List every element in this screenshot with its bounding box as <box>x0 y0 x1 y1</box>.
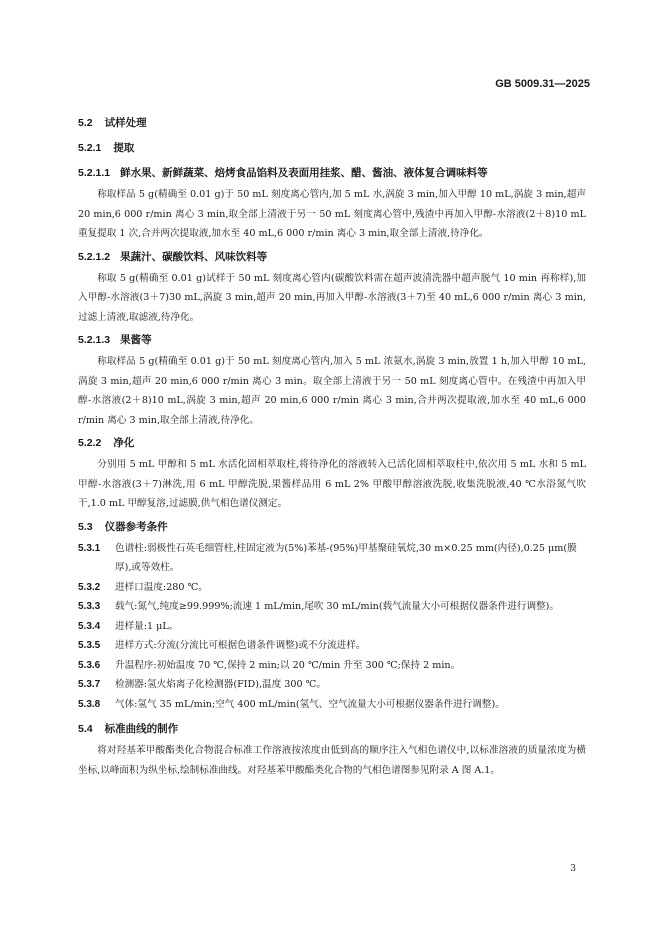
condition-item: 5.3.4 进样量:1 μL。 <box>78 620 179 632</box>
paragraph-5-4: 将对羟基苯甲酸酯类化合物混合标准工作溶液按浓度由低到高的顺序注入气相色谱仪中,以标准溶液的质量浓度为横坐标,以峰面积为纵坐标,绘制标准曲线。对羟基苯甲酸酯类化合物的气相色谱图参见附录 A 图 A.1。 <box>78 745 586 776</box>
section-heading-5-2: 5.2 试样处理 <box>78 117 147 129</box>
condition-item: 5.3.8 气体:氢气 35 mL/min;空气 400 mL/min(氢气、空气流量大小可根据仪器条件进行调整)。 <box>78 698 505 710</box>
section-heading-5-2-1-1: 5.2.1.1 鲜水果、新鲜蔬菜、焙烤食品馅料及表面用挂浆、醋、酱油、液体复合调味料等 <box>78 167 488 179</box>
section-heading-5-2-1: 5.2.1 提取 <box>78 142 135 154</box>
section-heading-5-2-2: 5.2.2 净化 <box>78 437 135 449</box>
section-heading-5-2-1-2: 5.2.1.2 果蔬汁、碳酸饮料、风味饮料等 <box>78 250 268 263</box>
condition-item: 5.3.7 检测器:氢火焰离子化检测器(FID),温度 300 ℃。 <box>78 679 326 690</box>
document-code: GB 5009.31—2025 <box>495 78 590 90</box>
paragraph-5-2-1-3: 称取样品 5 g(精确至 0.01 g)于 50 mL 刻度离心管内,加入 5 mL 浓氨水,涡旋 3 min,放置 1 h,加入甲醇 10 mL,涡旋 3 min,超声 20 min,6 000 r/min 离心 3 min。取全部上清液于另一 50 mL 刻度离心管中。在残渣中再加入甲醇-水溶液(2＋8)10 mL,涡旋 3 min,超声 20 min,6 000 r/min 离心 3 min,合并两次提取液,加水至 40 mL,6 000 r/min 离心 3 min,取全部上清液,待净化。 <box>78 356 586 426</box>
condition-item: 5.3.5 进样方式:分流(分流比可根据色谱条件调整)或不分流进样。 <box>78 640 366 651</box>
section-heading-5-3: 5.3 仪器参考条件 <box>78 520 168 533</box>
paragraph-5-2-1-2: 称取 5 g(精确至 0.01 g)试样于 50 mL 刻度离心管内(碳酸饮料需在超声波清洗器中超声脱气 10 min 再称样),加入甲醇-水溶液(3＋7)30 mL,涡旋 3 min,超声 20 min,再加入甲醇-水溶液(3＋7)至 40 mL,6 000 r/min 离心 3 min,过滤上清液,取滤液,待净化。 <box>78 272 586 323</box>
page-number: 3 <box>570 864 576 874</box>
section-heading-5-2-1-3: 5.2.1.3 果酱等 <box>78 334 152 346</box>
instrument-conditions-list <box>78 539 586 715</box>
condition-item: 5.3.3 载气:氮气,纯度≥99.999%;流速 1 mL/min,尾吹 30 mL/min(载气流量大小可根据仪器条件进行调整)。 <box>78 601 559 612</box>
paragraph-5-2-1-1: 称取样品 5 g(精确至 0.01 g)于 50 mL 刻度离心管内,加 5 mL 水,涡旋 3 min,加入甲醇 10 mL,涡旋 3 min,超声 20 min,6 000 r/min 离心 3 min,取全部上清液于另一 50 mL 刻度离心管中,残渣中再加入甲醇-水溶液(2＋8)10 mL 重复提取 1 次,合并两次提取液,加水至 40 mL,6 000 r/min 离心 3 min,取全部上清液,待净化。 <box>78 189 586 239</box>
condition-item: 5.3.6 升温程序:初始温度 70 ℃,保持 2 min;以 20 ℃/min 升至 300 ℃;保持 2 min。 <box>78 659 461 671</box>
paragraph-5-2-2: 分别用 5 mL 甲醇和 5 mL 水活化固相萃取柱,将待净化的溶液转入已活化固相萃取柱中,依次用 5 mL 水和 5 mL 甲醇-水溶液(3＋7)淋洗,用 6 mL 甲醇洗脱,果酱样品用 6 mL 2% 甲酸甲醇溶液洗脱,收集洗脱液,40 ℃水浴氮气吹干,1.0 mL 甲醇复溶,过滤膜,供气相色谱仪测定。 <box>78 459 586 509</box>
condition-item: 5.3.1 色谱柱:弱极性石英毛细管柱,柱固定液为(5%)苯基-(95%)甲基聚硅氧烷,30 m×0.25 mm(内径),0.25 μm(膜厚),或等效柱。 <box>78 542 577 573</box>
document-body <box>78 116 586 780</box>
condition-item: 5.3.2 进样口温度:280 ℃。 <box>78 581 208 593</box>
section-heading-5-4: 5.4 标准曲线的制作 <box>78 723 179 735</box>
